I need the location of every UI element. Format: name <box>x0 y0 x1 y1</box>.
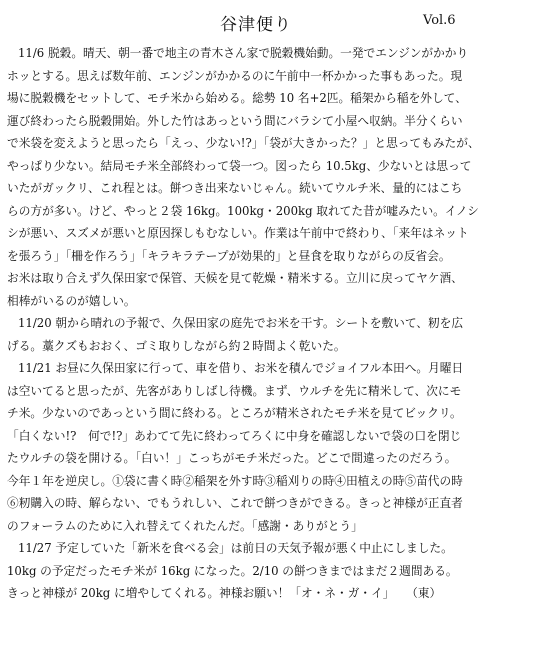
text-line: ホッとする。思えば数年前、エンジンがかかるのに午前中一杯かかった事もあった。現 <box>7 68 463 83</box>
newsletter-title: 谷津便り <box>220 15 292 35</box>
text-line: 今年１年を逆戻し。①袋に書く時②稲架を外す時③稲刈りの時④田植えの時⑤苗代の時 <box>7 473 463 488</box>
text-line: げる。藁クズもおおく、ゴミ取りしながら約２時間よく乾いた。 <box>7 338 346 353</box>
text-line: シが悪い、スズメが悪いと原因探しもむなしい。作業は午前中で終わり、「来年はネット <box>7 226 469 240</box>
text-line: ⑥籾購入の時、解らない、でもうれしい、これで餅つきができる。きっと神様が正直者 <box>7 496 463 510</box>
text-line: 運び終わったら脱穀開始。外した竹はあっという間にバラシて小屋へ収納。半分くらい <box>7 113 463 128</box>
text-line: 11/6 脱穀。晴天、朝一番で地主の青木さん家で脱穀機始動。一発でエンジンがかかり <box>18 46 469 60</box>
text-line: で米袋を変えようと思ったら「えっ、少ない!?」「袋が大きかった？」と思ってもみたが、 <box>7 136 480 150</box>
text-line: を張ろう」「柵を作ろう」「キラキラテープが効果的」と昼食を取りながらの反省会。 <box>7 248 451 263</box>
text-line: 「白くない!? 何で!?」あわてて先に終わってろくに中身を確認しないで袋の口を閉じ <box>7 428 462 443</box>
text-line: のフォーラムのために入れ替えてくれたんだ。「感謝・ありがとう」 <box>7 518 363 533</box>
text-line: らの方が多い。けど、やっと２袋 16kg。100kg・200kg 取れてた昔が嘘みたい。イノシ <box>7 203 479 218</box>
newsletter-header <box>0 10 556 34</box>
text-line: 10kg の予定だったモチ米が 16kg になった。2/10 の餅つきまではまだ２週間ある。 <box>7 563 458 578</box>
text-line: 相棒がいるのが嬉しい。 <box>7 293 136 308</box>
text-line: きっと神様が 20kg に増やしてくれる。神様お願い！「オ・ネ・ガ・イ」 （東） <box>7 586 442 600</box>
text-line: は空いてると思ったが、先客がありしばし待機。まず、ウルチを先に精米して、次にモ <box>7 383 462 398</box>
text-line: チ米。少ないのであっという間に終わる。ところが精米されたモチ米を見てビックリ。 <box>7 406 462 420</box>
text-line: 11/27 予定していた「新米を食べる会」は前日の天気予報が悪く中止にしました。 <box>18 541 453 555</box>
text-line: いたがガックリ、これ程とは。餅つき出来ないじゃん。続いてウルチ米、量的にはこち <box>7 181 463 195</box>
text-line: 11/20 朝から晴れの予報で、久保田家の庭先でお米を干す。シートを敷いて、籾を広 <box>18 316 464 330</box>
article-body <box>7 42 553 605</box>
text-line: お米は取り合えず久保田家で保管、天候を見て乾燥・精米する。立川に戻ってヤケ酒、 <box>7 271 463 285</box>
text-line: 11/21 お昼に久保田家に行って、車を借り、お米を積んでジョイフル本田へ。月曜日 <box>18 361 464 375</box>
volume-number: Vol.6 <box>423 13 456 28</box>
text-line: 場に脱穀機をセットして、モチ米から始める。総勢 10 名+2匹。稲架から稲を外して、 <box>7 91 467 105</box>
text-line: やっぱり少ない。結局モチ米全部終わって袋一つ。図ったら 10.5kg、少ないとは思って <box>7 158 472 173</box>
text-line: たウルチの袋を開ける。「白い！」こっちがモチ米だった。どこで間違ったのだろう。 <box>7 451 457 465</box>
